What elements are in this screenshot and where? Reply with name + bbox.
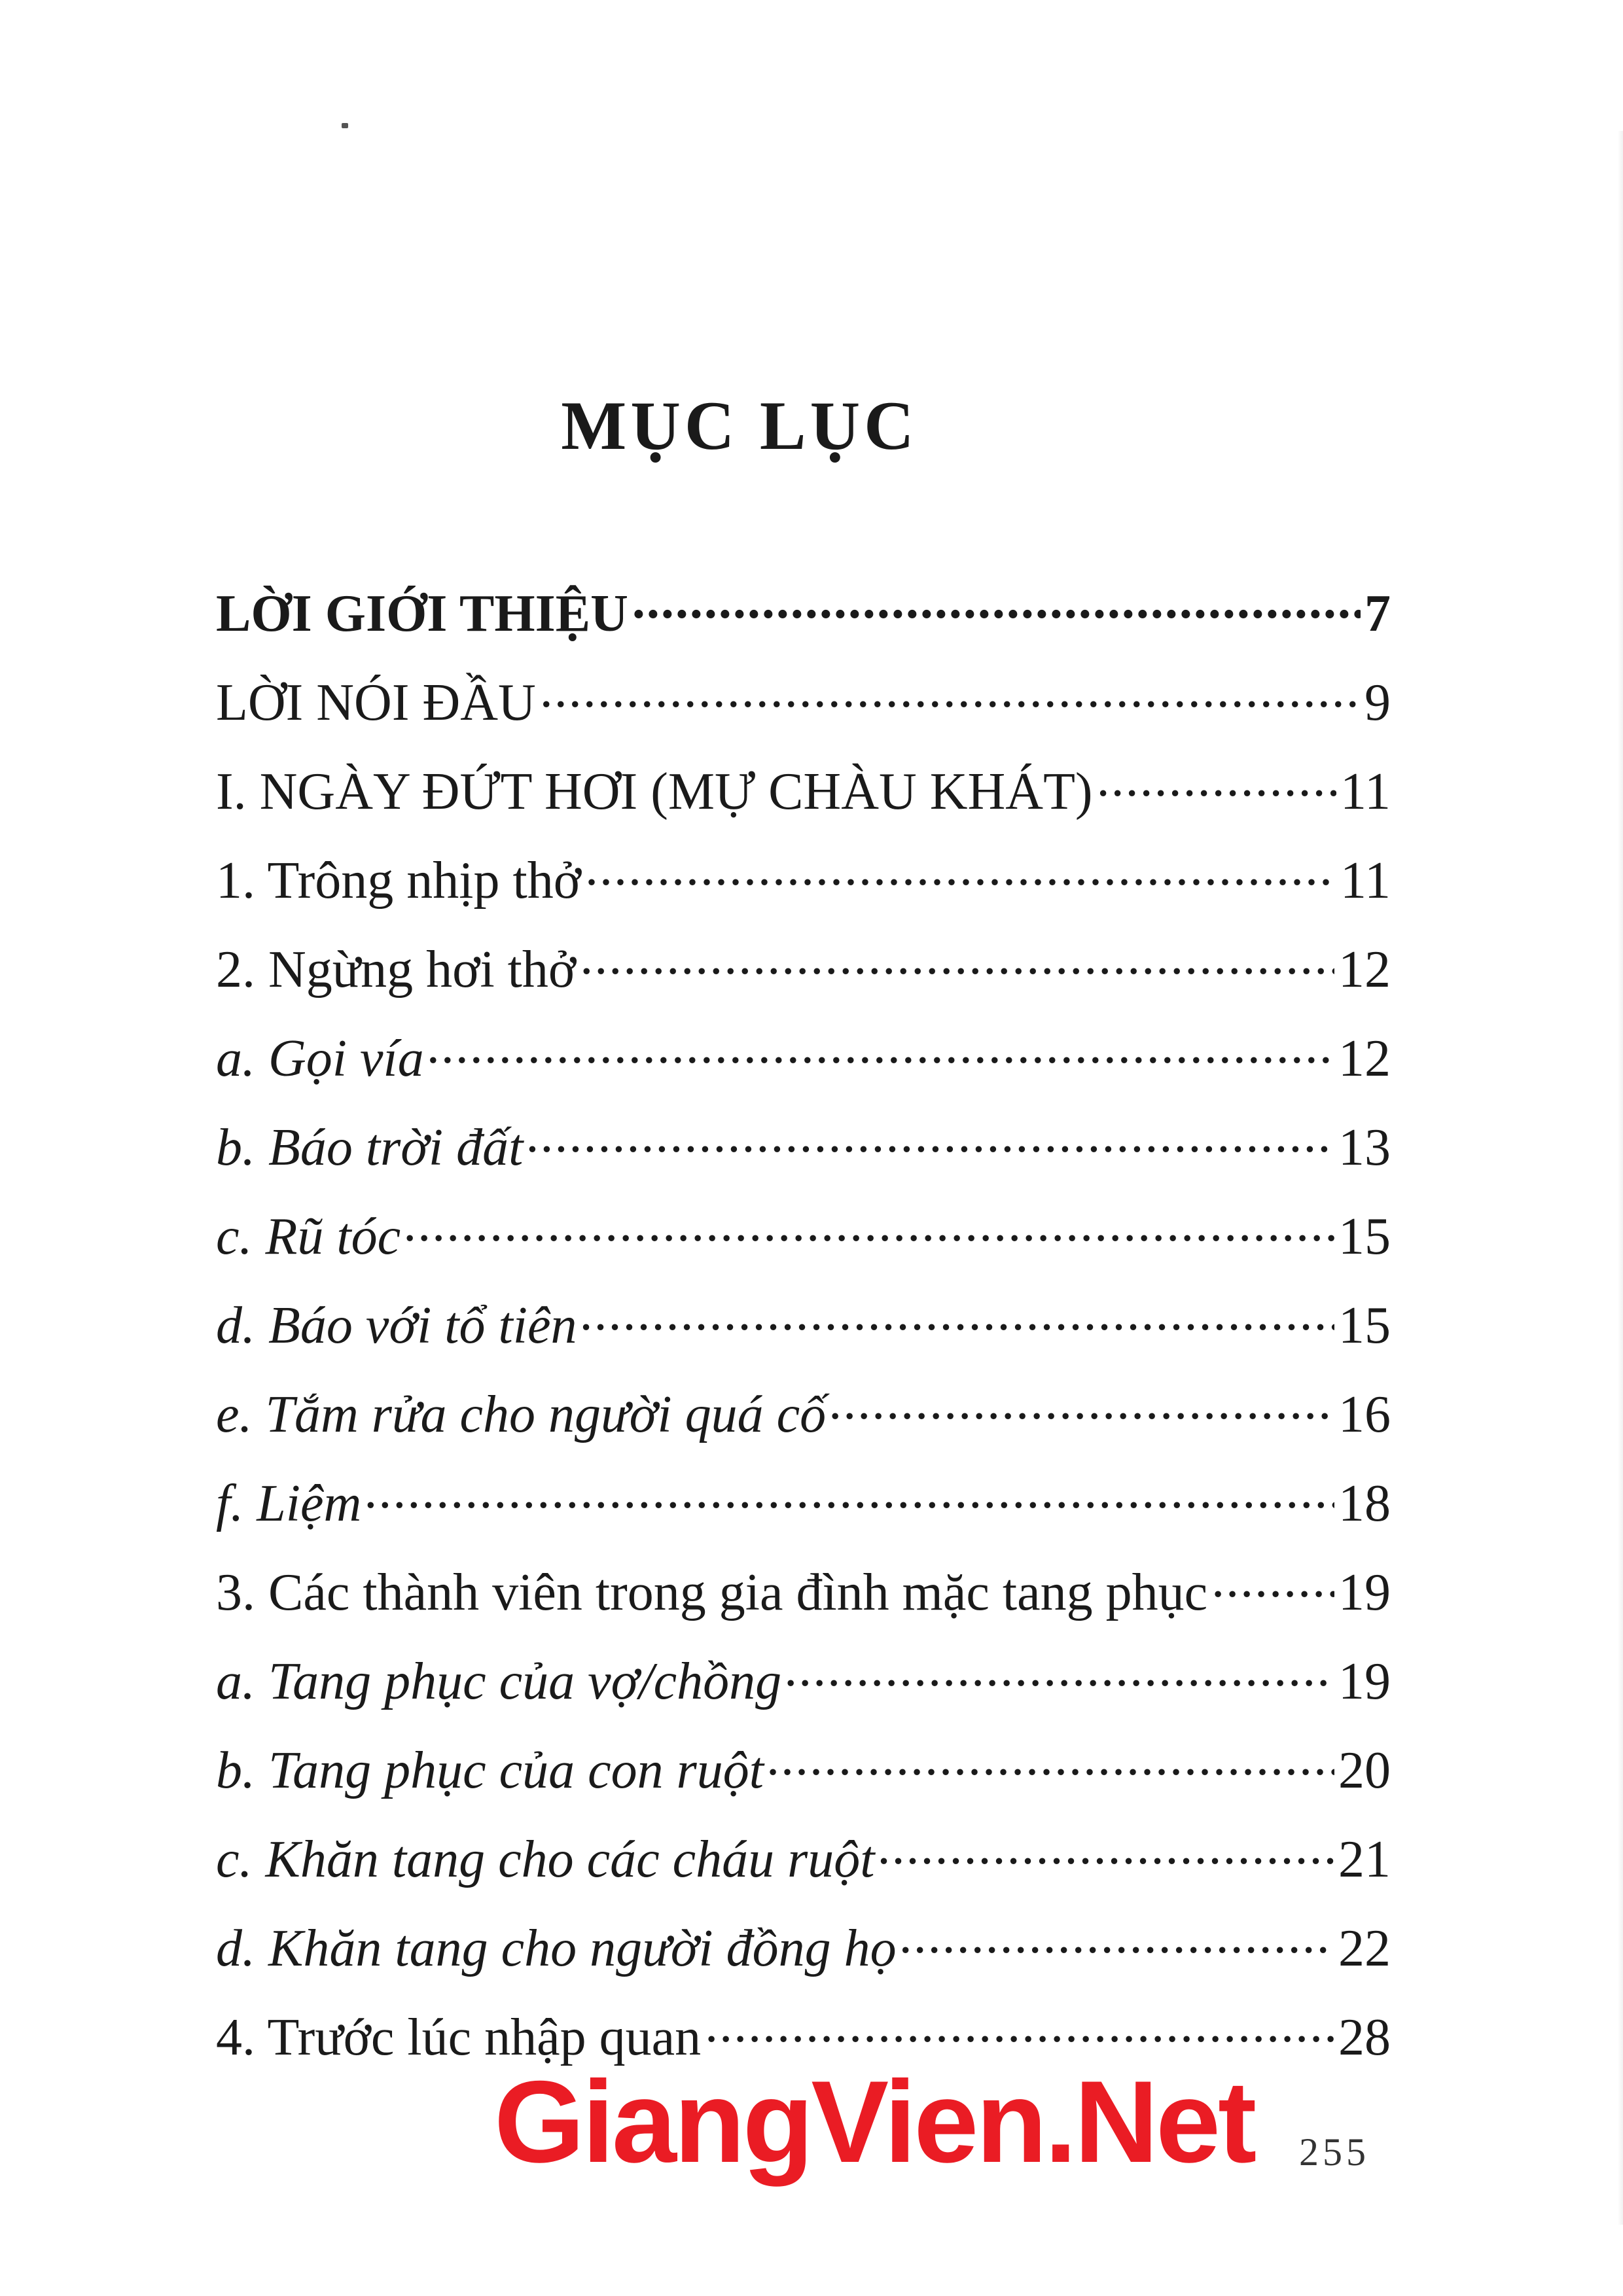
toc-entry-label: LỜI GIỚI THIỆU	[216, 585, 628, 643]
toc-entry	[216, 665, 1391, 743]
toc-entry-label: 1. Trông nhịp thở	[216, 852, 582, 910]
toc-entry	[216, 1377, 1391, 1455]
toc-dot-leader	[785, 1644, 1334, 1699]
toc-entry-label: c. Khăn tang cho các cháu ruột	[216, 1831, 875, 1888]
toc-entry-page: 19	[1338, 1653, 1391, 1710]
toc-entry-label: I. NGÀY ĐỨT HƠI (MỰ CHÀU KHÁT)	[216, 763, 1093, 821]
toc-entry-page: 19	[1338, 1564, 1391, 1621]
toc-entry-label: c. Rũ tóc	[216, 1208, 401, 1265]
toc-entry-page: 15	[1338, 1208, 1391, 1265]
toc-entry-label: e. Tắm rửa cho người quá cố	[216, 1386, 827, 1443]
toc-entry-label: 2. Ngừng hơi thở	[216, 941, 577, 998]
toc-entry-label: LỜI NÓI ĐẦU	[216, 674, 536, 732]
toc-entry-page: 7	[1364, 585, 1391, 643]
toc-entry-page: 20	[1338, 1742, 1391, 1799]
toc-entry	[216, 1733, 1391, 1811]
toc-entry	[216, 576, 1391, 654]
toc-dot-leader	[901, 1911, 1334, 1966]
toc-entry-page: 12	[1338, 941, 1391, 998]
toc-entry-page: 22	[1338, 1920, 1391, 1977]
toc-entry-label: a. Tang phục của vợ/chồng	[216, 1653, 782, 1710]
toc-entry-page: 13	[1338, 1119, 1391, 1176]
toc-entry-page: 21	[1338, 1831, 1391, 1888]
toc-dot-leader	[540, 665, 1361, 720]
toc-dot-leader	[1211, 1555, 1334, 1610]
toc-entry	[216, 1822, 1391, 1900]
scan-mark	[342, 123, 348, 128]
toc-dot-leader	[1097, 754, 1336, 809]
toc-entry-page: 16	[1338, 1386, 1391, 1443]
toc-entry-page: 12	[1338, 1030, 1391, 1087]
toc-entry-label: d. Khăn tang cho người đồng họ	[216, 1920, 897, 1977]
page-title: MỤC LỤC	[561, 387, 918, 464]
toc-entry-label: a. Gọi vía	[216, 1030, 424, 1087]
toc-entry-page: 11	[1340, 763, 1391, 821]
toc-entry	[216, 1288, 1391, 1366]
page-edge-shadow	[1618, 131, 1623, 2225]
toc-dot-leader	[527, 1110, 1334, 1165]
toc-dot-leader	[580, 932, 1334, 987]
toc-dot-leader	[365, 1466, 1334, 1521]
page-number: 255	[1299, 2130, 1370, 2174]
toc-entry	[216, 1555, 1391, 1633]
toc-entry-label: b. Tang phục của con ruột	[216, 1742, 764, 1799]
toc-entry	[216, 1911, 1391, 1989]
toc-entry	[216, 1110, 1391, 1188]
toc-entry	[216, 843, 1391, 921]
watermark-logo: GiangVien.Net	[494, 2057, 1255, 2187]
toc-dot-leader	[404, 1199, 1334, 1254]
toc-entry	[216, 1466, 1391, 1544]
toc-entry	[216, 932, 1391, 1010]
toc-entry-page: 11	[1340, 852, 1391, 910]
toc-entry-label: 3. Các thành viên trong gia đình mặc tang phục	[216, 1564, 1208, 1621]
toc-entry-label: d. Báo với tổ tiên	[216, 1297, 577, 1354]
toc-entry-page: 18	[1338, 1475, 1391, 1532]
toc-entry	[216, 1644, 1391, 1722]
toc-entry-label: f. Liệm	[216, 1475, 362, 1532]
toc-entry-page: 15	[1338, 1297, 1391, 1354]
toc-dot-leader	[428, 1021, 1334, 1076]
toc-entry	[216, 754, 1391, 832]
toc-entry-page: 9	[1364, 674, 1391, 732]
toc-dot-leader	[585, 843, 1336, 898]
toc-dot-leader	[705, 2000, 1334, 2055]
toc-dot-leader	[830, 1377, 1334, 1432]
toc-dot-leader	[768, 1733, 1334, 1788]
toc-entry	[216, 1021, 1391, 1099]
toc-dot-leader	[878, 1822, 1334, 1877]
toc-entry	[216, 1199, 1391, 1277]
toc-entry-label: 4. Trước lúc nhập quan	[216, 2009, 702, 2066]
toc-dot-leader	[580, 1288, 1334, 1343]
toc-entry-label: b. Báo trời đất	[216, 1119, 524, 1176]
toc-entry-page: 28	[1338, 2009, 1391, 2066]
toc-dot-leader	[632, 576, 1361, 631]
